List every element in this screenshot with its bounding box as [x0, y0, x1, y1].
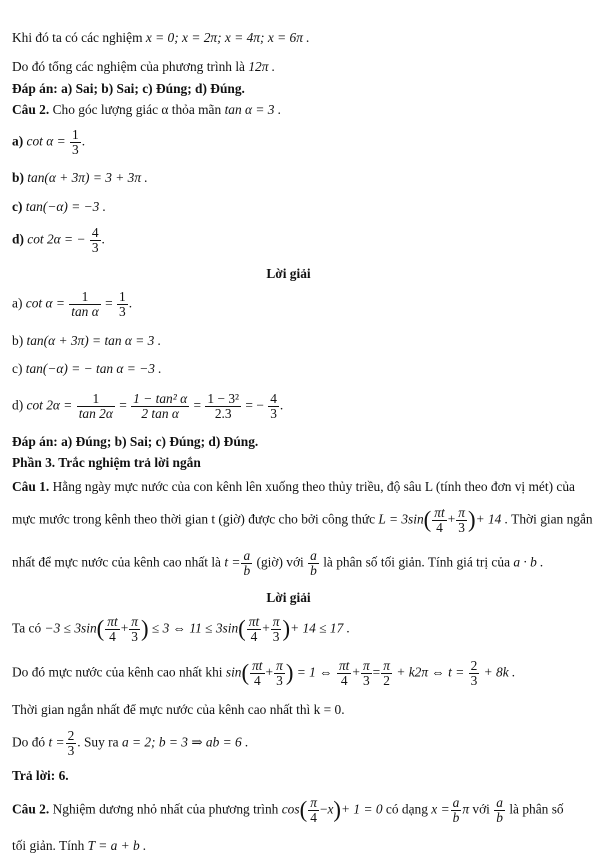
option-label: b): [12, 170, 24, 185]
math: tan(−α) = − tan α = −3 .: [25, 361, 162, 376]
text: nhất để mực nước của kênh cao nhất là: [12, 554, 221, 570]
fraction: $\frac{\pi t}{4}$: [252, 658, 263, 689]
text: mực mước trong kênh theo thời gian t (giờ) được cho bởi công thức: [12, 511, 376, 527]
math: tan(α + 3π) = tan α = 3 .: [26, 333, 162, 348]
fraction: $\frac{\pi}{4}$: [310, 795, 317, 826]
question-line: mực mước trong kênh theo thời gian t (giờ) được cho bởi công thức L = 3sin( $\frac{\pi t}{4}$ + $\frac{\pi}{3}$ )+ 14 . Thời gian ngắn: [12, 505, 593, 536]
fraction: $\frac{\pi}{3}$: [272, 614, 280, 645]
fraction: $\frac{\pi}{3}$: [362, 658, 370, 689]
math: cot α =: [25, 295, 65, 311]
fraction: $\frac{\pi}{3}$: [458, 505, 465, 536]
fraction: $\frac{1}{3}$: [72, 127, 79, 158]
option-label: d): [12, 231, 24, 247]
math: cot 2α =: [26, 397, 73, 413]
option-b: [12, 170, 569, 187]
option-d: d) cot 2α = − $\frac{4}{3}$ .: [12, 225, 105, 256]
option-a: a) cot α = $\frac{1}{3}$ .: [12, 127, 86, 158]
answer-line: Trả lời: 6.: [12, 768, 69, 783]
fraction: $\frac{\pi t}{4}$: [107, 614, 118, 645]
question-line: Câu 2. Nghiệm dương nhỏ nhất của phương trình cos( $\frac{\pi}{4}$ −x)+ 1 = 0 có dạng x = $\frac{a}{b}$ π với $\frac{a}{b}$ là phân số: [12, 795, 564, 826]
solution-d: d) cot 2α = $\frac{1}{\tan 2\alpha}$ = $\frac{\text{1 − tan² α}}{\text{2 tan α}}$ = $\frac{\text{1 − 3²}}{2.3}$ = − $\frac{4}{3}$ .: [12, 391, 284, 422]
option-label: b): [12, 333, 24, 348]
solution-line: Thời gian ngắn nhất để mực nước của kênh cao nhất thì k = 0.: [12, 702, 345, 717]
text-line: [12, 59, 569, 76]
solution-line: Ta có −3 ≤ 3sin( $\frac{\pi t}{4}$ + $\frac{\pi}{3}$ ) ≤ 3 ⇔ 11 ≤ 3sin( $\frac{\pi t}{4}$ + $\frac{\pi}{3}$ )+ 14 ≤ 17 .: [12, 614, 350, 645]
fraction: $\frac{\pi t}{4}$: [434, 505, 445, 536]
fraction: $\frac{\pi}{2}$: [383, 658, 390, 689]
math: L = 3sin: [378, 511, 424, 527]
fraction: $\frac{1}{3}$: [119, 289, 126, 320]
text: Hằng ngày mực nước của con kênh lên xuống theo thủy triều, độ sâu L (tính theo đơn vị mét) của: [52, 479, 575, 494]
section-title: Phần 3. Trắc nghiệm trả lời ngắn: [12, 455, 201, 470]
fraction: $\frac{1}{\tan 2\alpha}$: [78, 391, 113, 422]
fraction: $\frac{\text{1 − tan² α}}{\text{2 tan α}}$: [133, 391, 188, 422]
math: cot α =: [26, 133, 66, 149]
fraction: $\frac{a}{b}$: [310, 548, 317, 579]
fraction: $\frac{a}{b}$: [243, 548, 251, 579]
option-label: c): [12, 361, 23, 376]
question-line: [12, 102, 569, 119]
fraction: $\frac{a}{b}$: [452, 795, 460, 826]
fraction: $\frac{\pi}{3}$: [131, 614, 138, 645]
solution-b: [12, 333, 569, 350]
section-heading: Lời giải: [266, 266, 311, 281]
option-label: a): [12, 295, 23, 311]
fraction: $\frac{2}{3}$: [67, 728, 75, 759]
solution-c: [12, 361, 569, 378]
math: tan α = 3 .: [224, 102, 282, 117]
text: Do đó tổng các nghiệm của phương trình là: [12, 59, 245, 74]
option-label: a): [12, 133, 24, 149]
answer-line: Đáp án: a) Đúng; b) Sai; c) Đúng; d) Đúng.: [12, 434, 259, 449]
math: tan(α + 3π) = 3 + 3π .: [27, 170, 148, 185]
fraction: $\frac{\pi t}{4}$: [248, 614, 260, 645]
solution-line: Do đó mực nước của kênh cao nhất khi sin( $\frac{\pi t}{4}$ + $\frac{\pi}{3}$ ) = 1 ⇔ $\frac{\pi t}{4}$ + $\frac{\pi}{3}$ = $\frac{\pi}{2}$ + k2π ⇔ t = $\frac{2}{3}$ + 8k .: [12, 658, 516, 689]
text: Khi đó ta có các nghiệm: [12, 30, 143, 45]
fraction: $\frac{4}{3}$: [91, 225, 99, 256]
fraction: $\frac{1}{\text{tan α}}$: [71, 289, 99, 320]
question-line: tối giản. Tính T = a + b .: [12, 838, 147, 853]
question-label: Câu 1.: [12, 479, 50, 494]
math: x = 0; x = 2π; x = 4π; x = 6π .: [145, 30, 310, 45]
fraction: $\frac{\pi}{3}$: [276, 658, 283, 689]
text: Thời gian ngắn: [511, 511, 593, 527]
option-c: [12, 199, 569, 216]
solution-line: Do đó t = $\frac{2}{3}$ . Suy ra a = 2; b = 3 ⇒ ab = 6 .: [12, 728, 249, 759]
section-heading: Lời giải: [266, 590, 311, 605]
answer-line: Đáp án: a) Sai; b) Sai; c) Đúng; d) Đúng.: [12, 81, 245, 96]
fraction: $\frac{2}{3}$: [470, 658, 478, 689]
option-label: c): [12, 199, 23, 214]
question-label: Câu 2.: [12, 801, 50, 817]
fraction: $\frac{4}{3}$: [270, 391, 277, 422]
text-line: [12, 30, 569, 47]
math: tan(−α) = −3 .: [25, 199, 107, 214]
fraction: $\frac{\pi t}{4}$: [338, 658, 350, 689]
solution-a: a) cot α = $\frac{1}{\text{tan α}}$ = $\frac{1}{3}$ .: [12, 289, 133, 320]
math: 12π .: [248, 59, 276, 74]
text: Cho góc lượng giác α thỏa mãn: [52, 102, 222, 117]
math: cot 2α = −: [27, 231, 86, 247]
question-line: nhất để mực nước của kênh cao nhất là t = $\frac{a}{b}$ (giờ) với $\frac{a}{b}$ là phân số tối giản. Tính giá trị của a · b .: [12, 548, 544, 579]
question-line: [12, 479, 575, 496]
option-label: d): [12, 397, 24, 413]
fraction: $\frac{\text{1 − 3²}}{2.3}$: [207, 391, 240, 422]
fraction: $\frac{a}{b}$: [496, 795, 503, 826]
question-label: Câu 2.: [12, 102, 50, 117]
